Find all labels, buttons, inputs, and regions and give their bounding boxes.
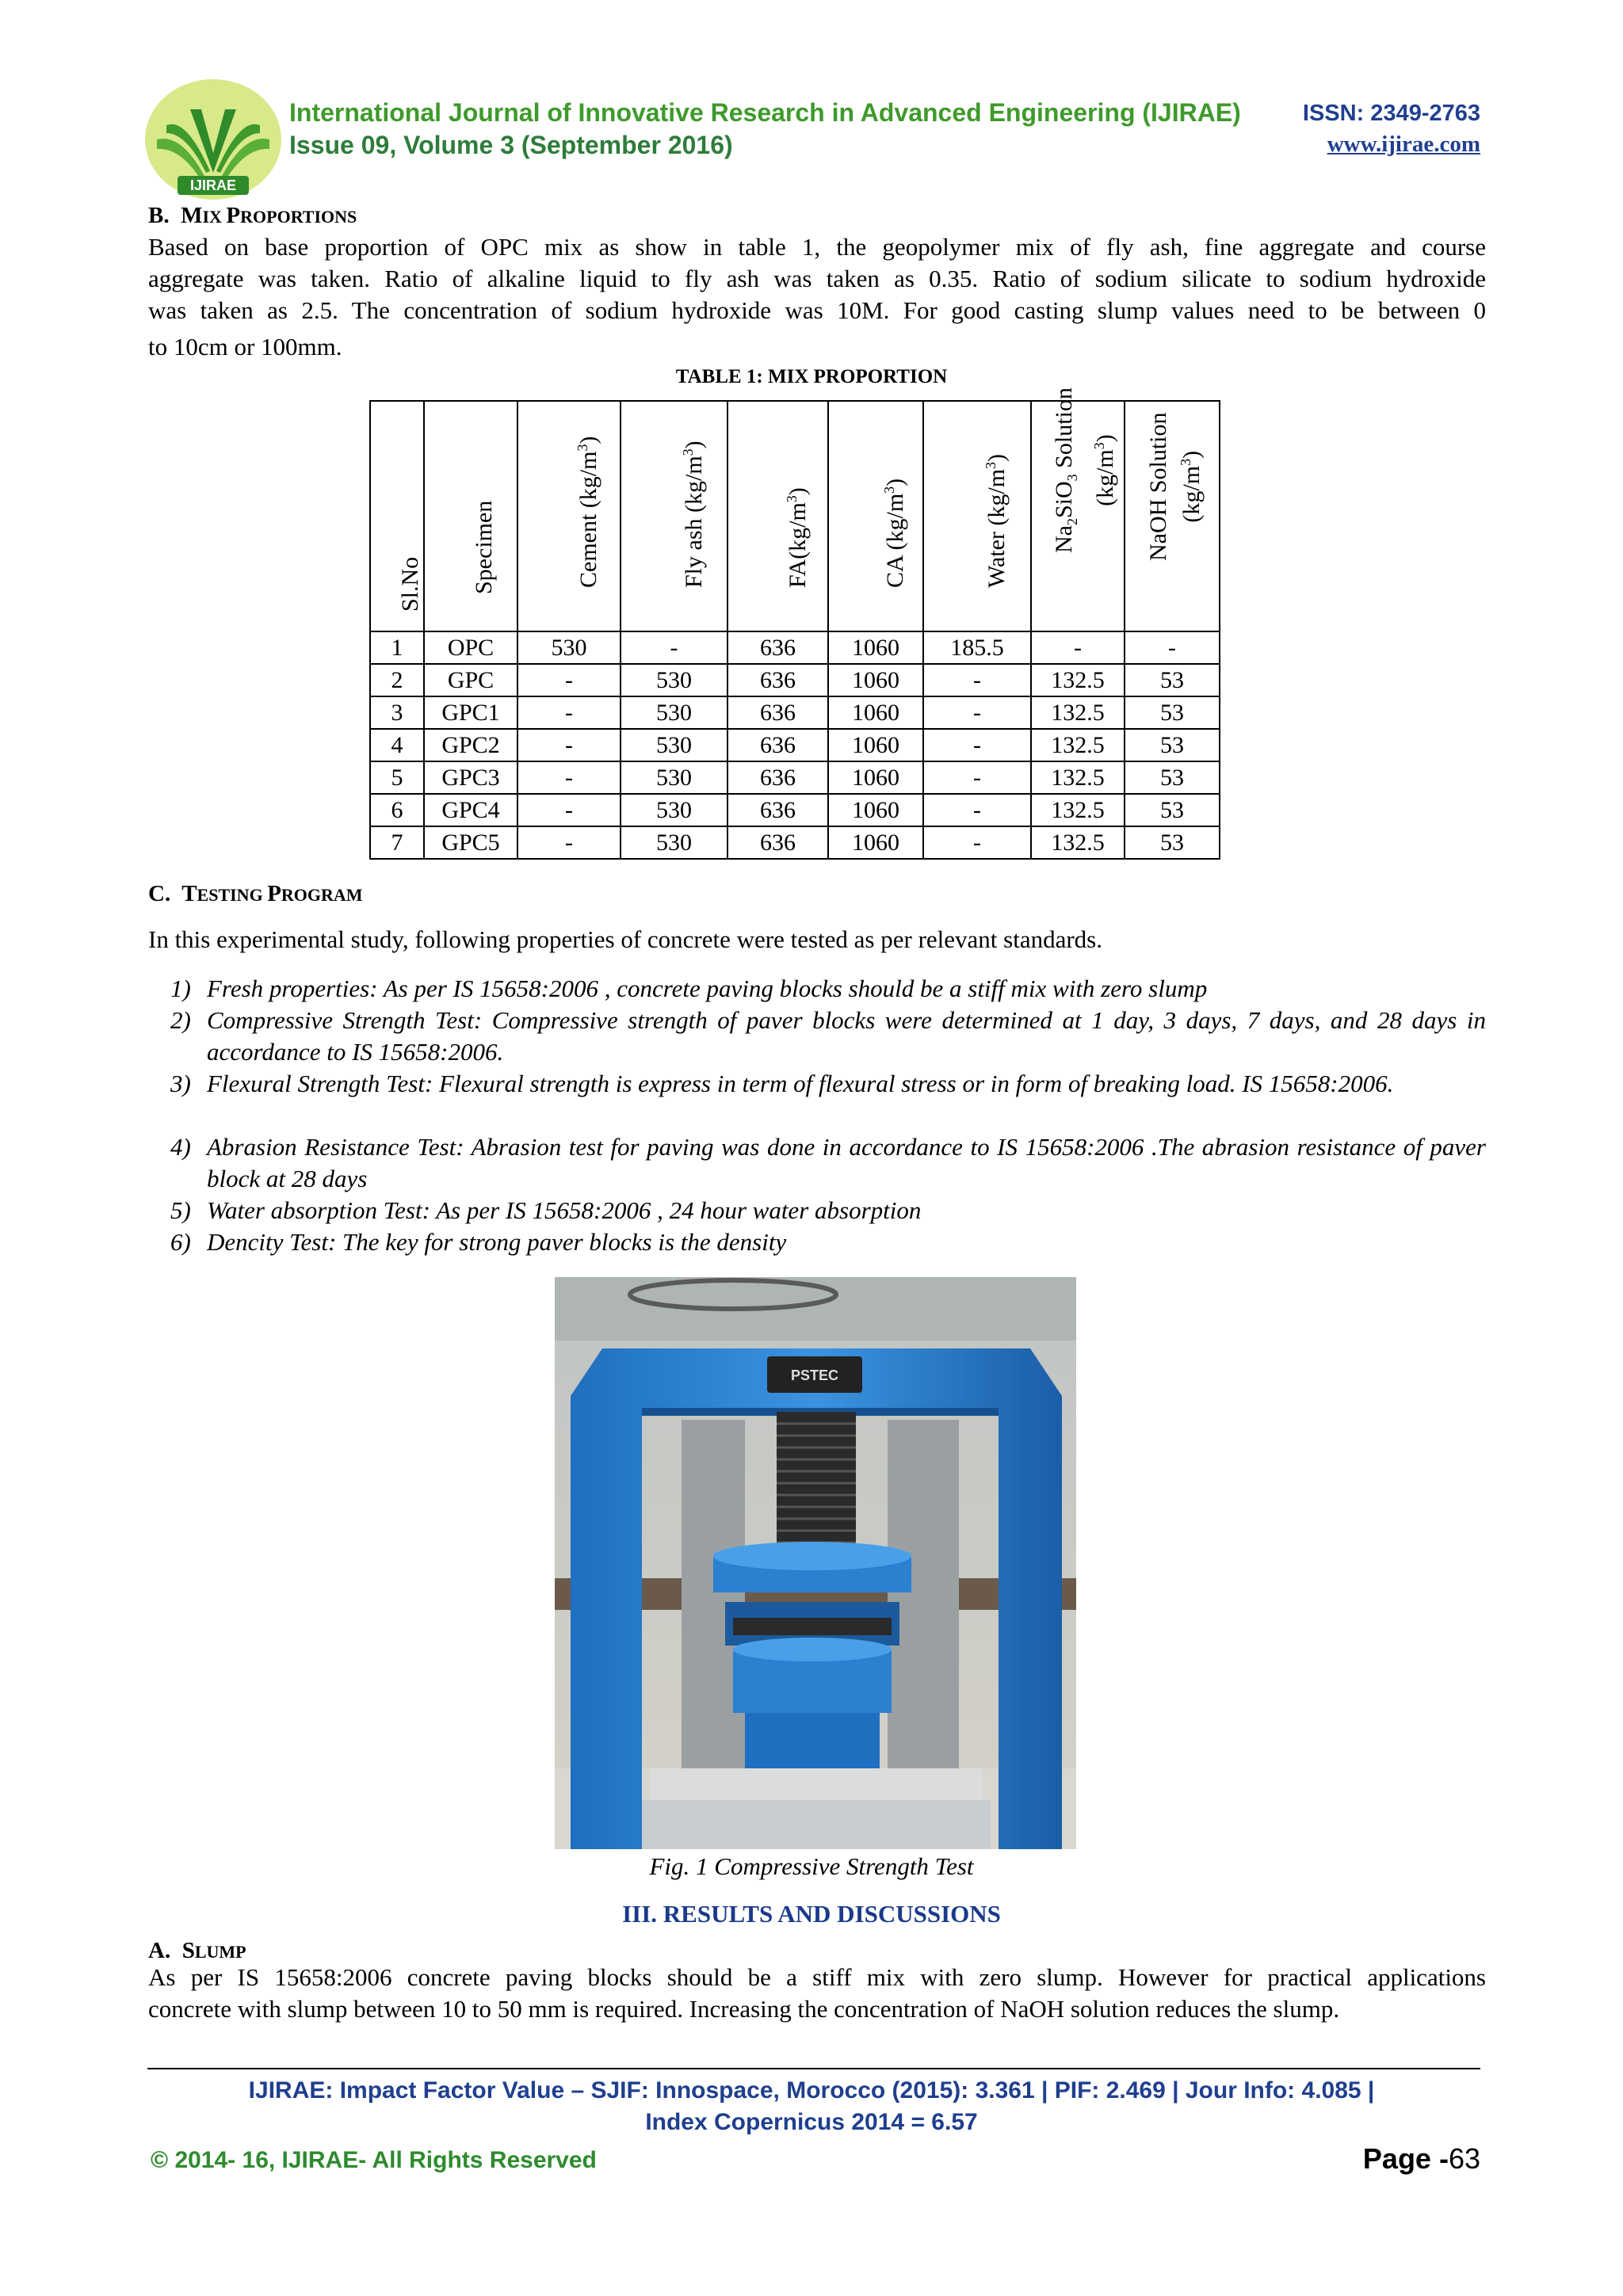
compression-machine-photo (555, 1277, 1076, 1849)
table-cell: GPC2 (424, 729, 517, 761)
superscript: 3 (983, 461, 999, 469)
list-number: 6) (170, 1228, 191, 1256)
heading-small-caps: ESTING (197, 885, 268, 905)
header-na2sio3 (1031, 387, 1125, 631)
table-cell: 185.5 (923, 631, 1031, 664)
issue-info: Issue 09, Volume 3 (September 2016) (289, 131, 733, 159)
paragraph-line: was taken as 2.5. The concentration of sodium hydroxide was 10M. For good casting slump values need to be between 0 (148, 296, 1486, 324)
table-caption: TABLE 1: MIX PROPORTION (675, 366, 948, 387)
header-unit: (kg/m (1178, 465, 1205, 523)
journal-website-link[interactable]: www.ijirae.com (1327, 132, 1480, 157)
table-cell: 132.5 (1031, 696, 1125, 729)
table-row (370, 696, 1220, 729)
slump-paragraph (148, 1962, 1486, 2025)
list-number: 3) (170, 1070, 191, 1097)
paragraph-line: to 10cm or 100mm. (148, 333, 342, 360)
list-item (170, 1068, 1486, 1100)
table-cell: 53 (1125, 761, 1220, 794)
paren: ) (575, 436, 601, 444)
heading-small-caps: LUMP (194, 1942, 246, 1962)
table-cell: 1060 (828, 729, 923, 761)
list-number: 4) (170, 1133, 191, 1161)
table-cell: 132.5 (1031, 794, 1125, 826)
list-number: 1) (170, 974, 191, 1002)
superscript: 3 (575, 444, 590, 452)
paren: ) (1092, 434, 1118, 443)
table-row (370, 631, 1220, 664)
table-cell: 4 (370, 729, 424, 761)
header-unit: (kg/m (1092, 449, 1118, 506)
header-fly-ash (621, 401, 727, 631)
section-b-heading (148, 203, 357, 229)
page-label: Page - (1362, 2142, 1449, 2175)
page-value: 63 (1448, 2142, 1480, 2175)
heading-cap: S (181, 1938, 195, 1963)
table-cell: 636 (727, 729, 828, 761)
header-text: Solution (1051, 387, 1077, 475)
superscript: 3 (783, 495, 800, 503)
table-cell: 53 (1125, 696, 1220, 729)
table-cell: - (923, 696, 1031, 729)
section-b-paragraph (148, 231, 1486, 363)
table-cell: - (517, 696, 621, 729)
heading-small-caps: ROGRAM (281, 885, 363, 905)
header-text: Specimen (471, 500, 497, 594)
table-cell: - (517, 664, 621, 696)
table-cell: 1060 (828, 696, 923, 729)
header-specimen (424, 401, 517, 631)
table-cell: - (621, 631, 727, 664)
table-cell: 1060 (828, 761, 923, 794)
section-letter: A. (148, 1938, 171, 1963)
table-cell: 1060 (828, 826, 923, 859)
header-water (923, 401, 1031, 631)
slump-heading (148, 1938, 246, 1964)
table-cell: - (923, 794, 1031, 826)
list-text: Abrasion Resistance Test: Abrasion test for paving was done in accordance to IS 15658:2006 .The abrasion resistance of paver block at 28 days (207, 1133, 1486, 1192)
header-fa (727, 401, 828, 631)
paren: ) (680, 441, 707, 449)
table-cell: 132.5 (1031, 826, 1125, 859)
footer-impact-line: IJIRAE: Impact Factor Value – SJIF: Innospace, Morocco (2015): 3.361 | PIF: 2.469 | Jour Info: 4.085 | (248, 2077, 1375, 2103)
table-cell: 530 (621, 664, 727, 696)
header-slno (370, 401, 424, 631)
list-number: 5) (170, 1196, 191, 1224)
heading-cap: P (226, 203, 241, 228)
section-c-intro: In this experimental study, following properties of concrete were tested as per relevant standards. (148, 925, 1102, 953)
table-cell: 132.5 (1031, 664, 1125, 696)
heading-small-caps: ROPORTIONS (240, 207, 357, 227)
header-text: Water (kg/m (983, 468, 1010, 588)
superscript: 3 (1091, 442, 1107, 450)
table-cell: 530 (517, 631, 621, 664)
heading-cap: M (181, 203, 203, 228)
header-ca (828, 401, 923, 631)
superscript: 3 (1178, 458, 1193, 466)
subscript: 2 (1064, 518, 1080, 526)
heading-cap: P (267, 881, 281, 906)
table-row (370, 794, 1220, 826)
table-cell: 636 (727, 696, 828, 729)
table-header-row (370, 401, 1220, 631)
table-cell: 53 (1125, 729, 1220, 761)
table-cell: 7 (370, 826, 424, 859)
table-cell: - (517, 826, 621, 859)
table-cell: - (923, 761, 1031, 794)
results-heading: III. RESULTS AND DISCUSSIONS (622, 1900, 1001, 1928)
footer-copyright: © 2014- 16, IJIRAE- All Rights Reserved (151, 2147, 597, 2173)
table-cell: 530 (621, 761, 727, 794)
table-cell: GPC1 (424, 696, 517, 729)
table-cell: 1060 (828, 664, 923, 696)
mix-proportion-table (369, 387, 1220, 860)
table-cell: 53 (1125, 664, 1220, 696)
list-number: 2) (170, 1006, 191, 1034)
header-text: Sl.No (397, 556, 423, 612)
paren: ) (882, 478, 908, 486)
list-item (170, 973, 1486, 1005)
footer-index-line: Index Copernicus 2014 = 6.57 (645, 2109, 978, 2135)
logo-lettering: IJIRAE (189, 177, 237, 193)
header-text: Cement (kg/m (575, 451, 601, 588)
section-letter: B. (148, 203, 170, 228)
page-number (1363, 2142, 1480, 2176)
paren: ) (1178, 450, 1205, 459)
paren: ) (983, 453, 1010, 462)
machine-label: PSTEC (790, 1367, 839, 1383)
table-cell: 53 (1125, 794, 1220, 826)
table-cell: GPC (424, 664, 517, 696)
table-cell: 530 (621, 729, 727, 761)
header-text: Fly ash (kg/m (680, 456, 707, 588)
table-cell: 2 (370, 664, 424, 696)
table-cell: - (923, 729, 1031, 761)
table-cell: - (923, 826, 1031, 859)
list-text: Water absorption Test: As per IS 15658:2006 , 24 hour water absorption (207, 1196, 922, 1224)
list-text: Flexural Strength Test: Flexural strength is express in term of flexural stress or in form of breaking load. IS 15658:2006. (207, 1070, 1394, 1097)
footer-divider (147, 2068, 1480, 2069)
header-cement (517, 401, 621, 631)
table-cell: 636 (727, 664, 828, 696)
table-cell: - (923, 664, 1031, 696)
table-cell: GPC3 (424, 761, 517, 794)
table-cell: 530 (621, 696, 727, 729)
table-cell: 1060 (828, 631, 923, 664)
table-cell: 636 (727, 761, 828, 794)
heading-small-caps: IX (202, 207, 227, 227)
header-text: FA(kg/m (784, 502, 811, 588)
table-cell: 1 (370, 631, 424, 664)
superscript: 3 (679, 448, 696, 456)
table-row (370, 729, 1220, 761)
header-text: Si (1051, 498, 1077, 519)
issn: ISSN: 2349-2763 (1302, 101, 1480, 126)
journal-logo (143, 78, 284, 201)
paragraph-line: concrete with slump between 10 to 50 mm is required. Increasing the concentration of NaOH solution reduces the slump. (148, 1995, 1340, 2023)
table-cell: 5 (370, 761, 424, 794)
table-cell: 530 (621, 826, 727, 859)
paren: ) (784, 487, 811, 496)
header-text: NaOH Solution (1145, 412, 1171, 561)
header-text: O (1051, 481, 1077, 498)
paragraph-line: Based on base proportion of OPC mix as show in table 1, the geopolymer mix of fly ash, fine aggregate and course (148, 233, 1486, 261)
table-cell: 636 (727, 794, 828, 826)
paragraph-line: aggregate was taken. Ratio of alkaline liquid to fly ash was taken as 0.35. Ratio of sodium silicate to sodium hydroxide (148, 265, 1486, 292)
table-cell: OPC (424, 631, 517, 664)
list-item (170, 1005, 1486, 1068)
table-row (370, 826, 1220, 859)
list-text: Fresh properties: As per IS 15658:2006 , concrete paving blocks should be a stiff mix with zero slump (207, 974, 1208, 1002)
journal-title: International Journal of Innovative Research in Advanced Engineering (IJIRAE) (289, 98, 1241, 127)
table-cell: 132.5 (1031, 761, 1125, 794)
table-cell: 1060 (828, 794, 923, 826)
table-row (370, 664, 1220, 696)
table-cell: GPC5 (424, 826, 517, 859)
list-item (170, 1226, 1486, 1258)
list-item (170, 1195, 1486, 1226)
table-cell: GPC4 (424, 794, 517, 826)
list-text: Dencity Test: The key for strong paver blocks is the density (207, 1228, 787, 1256)
header-naoh (1125, 401, 1220, 631)
section-letter: C. (148, 881, 171, 906)
table-cell: 636 (727, 826, 828, 859)
table-cell: - (1031, 631, 1125, 664)
paragraph-line: As per IS 15658:2006 concrete paving blocks should be a stiff mix with zero slump. However for practical applications (148, 1963, 1486, 1991)
table-cell: 636 (727, 631, 828, 664)
table-row (370, 761, 1220, 794)
table-cell: - (517, 761, 621, 794)
list-text: Compressive Strength Test: Compressive strength of paver blocks were determined at 1 day, 3 days, 7 days, and 28 days in accordance to IS 15658:2006. (207, 1006, 1486, 1066)
figure-caption: Fig. 1 Compressive Strength Test (649, 1852, 974, 1880)
table-cell: - (517, 729, 621, 761)
heading-cap: T (181, 881, 197, 906)
table-cell: 530 (621, 794, 727, 826)
header-text: CA (kg/m (882, 493, 908, 588)
header-text: Na (1051, 525, 1077, 553)
subscript: 3 (1064, 474, 1080, 482)
table-cell: - (517, 794, 621, 826)
section-c-heading (148, 881, 363, 907)
table-cell: 53 (1125, 826, 1220, 859)
table-cell: 6 (370, 794, 424, 826)
table-cell: 3 (370, 696, 424, 729)
superscript: 3 (881, 486, 897, 494)
table-cell: 132.5 (1031, 729, 1125, 761)
list-item (170, 1131, 1486, 1195)
table-cell: - (1125, 631, 1220, 664)
